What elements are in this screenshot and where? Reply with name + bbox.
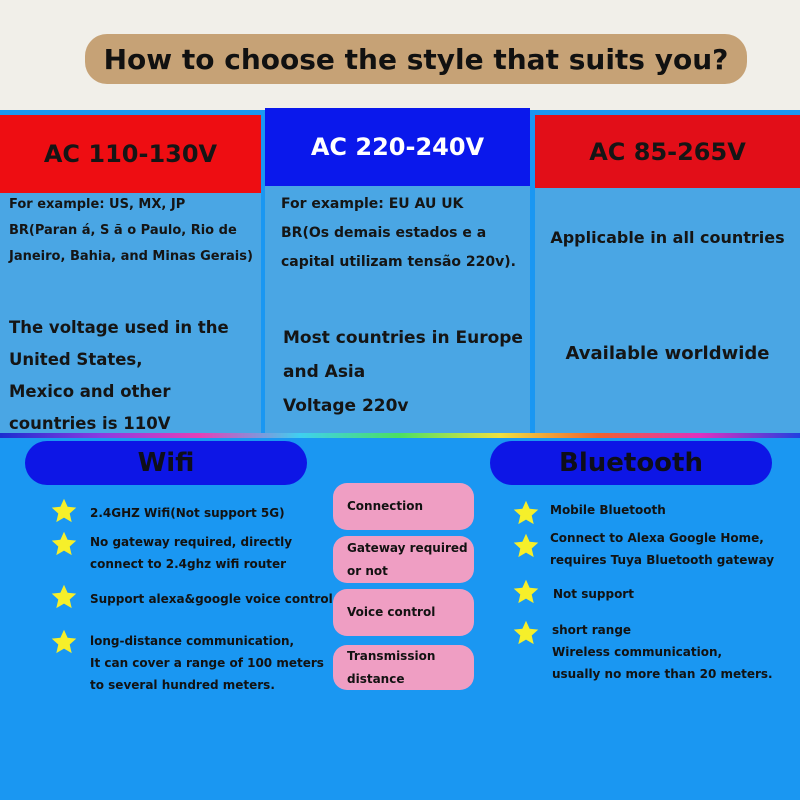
- criteria-pill-gateway: [333, 536, 474, 583]
- criteria-line: Voice control: [347, 605, 436, 619]
- description-text: [535, 343, 800, 364]
- feature-line: Connect to Alexa Google Home,: [550, 531, 764, 545]
- criteria-line: distance: [347, 671, 405, 686]
- wifi-feature: [90, 588, 333, 610]
- wifi-feature: [90, 630, 324, 696]
- bluetooth-feature: [552, 619, 773, 685]
- feature-line: Mobile Bluetooth: [550, 503, 666, 517]
- criteria-line: or not: [347, 563, 388, 578]
- example-text: [535, 225, 800, 251]
- description-line: Most countries in Europe: [283, 328, 523, 348]
- wifi-label: Wifi: [25, 441, 307, 485]
- feature-line: Not support: [553, 587, 634, 601]
- criteria-pill-distance: [333, 645, 474, 690]
- description-line: The voltage used in the: [9, 318, 229, 337]
- voltage-column-85: [535, 115, 800, 435]
- page-title: How to choose the style that suits you?: [103, 42, 729, 76]
- criteria-line: Connection: [347, 499, 424, 513]
- star-icon: [50, 628, 78, 656]
- star-icon: [512, 499, 540, 527]
- feature-line: requires Tuya Bluetooth gateway: [550, 553, 775, 567]
- star-icon: [50, 530, 78, 558]
- feature-line: usually no more than 20 meters.: [552, 667, 773, 681]
- description-line: Mexico and other: [9, 382, 171, 401]
- star-icon: [512, 532, 540, 560]
- title-banner: [85, 34, 747, 84]
- example-text: [281, 190, 529, 277]
- star-icon: [512, 619, 540, 647]
- description-line: Available worldwide: [565, 343, 770, 364]
- description-line: and Asia: [283, 362, 366, 382]
- voltage-column-110: [0, 115, 261, 435]
- criteria-line: Gateway required: [347, 540, 468, 555]
- feature-line: Wireless communication,: [552, 645, 723, 659]
- feature-line: It can cover a range of 100 meters: [90, 656, 324, 670]
- description-text: [283, 321, 529, 423]
- description-line: countries is 110V: [9, 414, 171, 433]
- criteria-pill-voice: [333, 589, 474, 636]
- feature-line: connect to 2.4ghz wifi router: [90, 557, 287, 571]
- example-line: For example: US, MX, JP: [9, 197, 186, 212]
- wifi-feature: [90, 531, 292, 575]
- bluetooth-feature: [550, 499, 666, 521]
- voltage-header: AC 110-130V: [0, 115, 261, 193]
- example-line: For example: EU AU UK: [281, 196, 464, 212]
- feature-line: long-distance communication,: [90, 634, 295, 648]
- description-line: Voltage 220v: [283, 396, 409, 416]
- example-line: BR(Paran á, S ã o Paulo, Rio de: [9, 223, 237, 238]
- criteria-pill-connection: [333, 483, 474, 530]
- star-icon: [50, 583, 78, 611]
- wifi-feature: [90, 502, 285, 524]
- voltage-header: AC 220-240V: [265, 108, 530, 186]
- example-line: Applicable in all countries: [550, 228, 785, 247]
- example-line: BR(Os demais estados e a: [281, 225, 487, 241]
- bluetooth-feature: [550, 527, 774, 571]
- bluetooth-label: Bluetooth: [490, 441, 772, 485]
- example-line: Janeiro, Bahia, and Minas Gerais): [9, 249, 253, 264]
- star-icon: [512, 578, 540, 606]
- description-text: [9, 312, 259, 440]
- feature-line: short range: [552, 623, 632, 637]
- bluetooth-feature: [553, 583, 634, 605]
- feature-line: to several hundred meters.: [90, 678, 275, 692]
- example-text: [9, 192, 261, 270]
- feature-line: 2.4GHZ Wifi(Not support 5G): [90, 506, 285, 520]
- voltage-header: AC 85-265V: [535, 115, 800, 188]
- example-line: capital utilizam tensão 220v).: [281, 254, 516, 270]
- star-icon: [50, 497, 78, 525]
- feature-line: No gateway required, directly: [90, 535, 293, 549]
- voltage-column-220: [265, 108, 530, 435]
- description-line: United States,: [9, 350, 143, 369]
- feature-line: Support alexa&google voice control: [90, 592, 333, 606]
- criteria-line: Transmission: [347, 648, 436, 663]
